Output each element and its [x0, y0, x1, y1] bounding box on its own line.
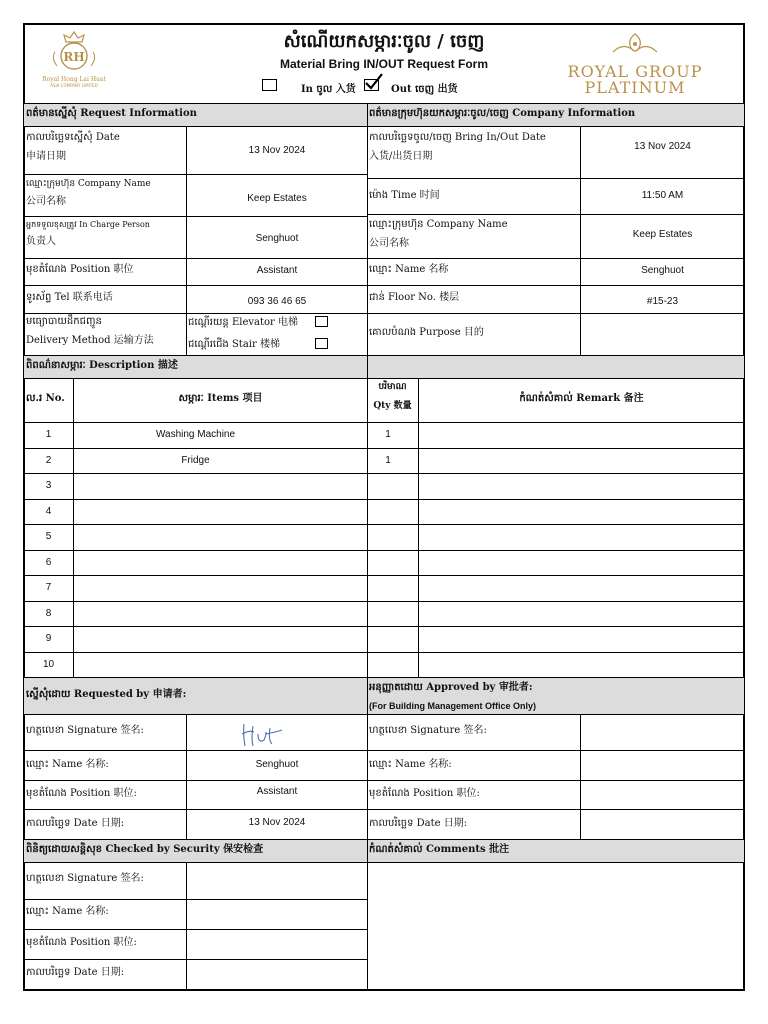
incharge-label-line1: អ្នកទទួលខុសត្រូវ In Charge Person [26, 220, 150, 229]
approved-position-label: មុខតំណែង Position 职位: [369, 788, 480, 799]
requested-position-value[interactable]: Assistant [256, 786, 298, 797]
requested-name-value[interactable]: Senghuot [255, 759, 299, 770]
row-number: 1 [45, 429, 52, 440]
row-number: 7 [45, 582, 52, 593]
elevator-checkbox[interactable] [315, 316, 328, 327]
row-number: 2 [45, 455, 52, 466]
comments-heading: កំណត់សំគាល់ Comments 批注 [369, 844, 510, 855]
floor-value[interactable]: #15-23 [646, 296, 679, 307]
col-qty-header-line2: Qty 数量 [373, 401, 412, 412]
row-number: 3 [45, 480, 52, 491]
col-items-header: សម្ភារៈ Items 项目 [178, 393, 263, 404]
logo-right-line2: PLATINUM [584, 78, 686, 97]
delivery-method-label [26, 316, 184, 347]
row-number: 6 [45, 557, 52, 568]
approved-name-label: ឈ្មោះ Name 名称: [369, 759, 452, 770]
security-heading: ពិនិត្យដោយសន្តិសុខ Checked by Security 保安检查 [26, 844, 264, 855]
incharge-label-line2: 负责人 [26, 236, 56, 247]
col-qty-header-line1: បរិមាណ [378, 382, 407, 392]
in-option-label: In ចូល 入货 [301, 84, 356, 95]
row-item[interactable]: Fridge [181, 455, 210, 466]
approved-heading [369, 682, 536, 712]
approved-signature-label: ហត្ថលេខា Signature 签名: [369, 725, 487, 736]
row-number: 5 [45, 531, 52, 542]
request-position-value[interactable]: Assistant [256, 265, 298, 276]
row-number: 9 [45, 633, 52, 644]
request-date-label [26, 132, 184, 163]
bring-date-value[interactable]: 13 Nov 2024 [634, 141, 691, 152]
col-remark-header: កំណត់សំគាល់ Remark 备注 [519, 393, 644, 404]
delivery-label-line1: មធ្យោបាយដឹកជញ្ជូន [26, 316, 102, 327]
description-heading: ពិពណ៌នាសម្ភារៈ Description 描述 [26, 360, 178, 371]
request-info-heading: ពត៌មានស្នើសុំ Request Information [26, 108, 197, 119]
requested-name-label: ឈ្មោះ Name 名称: [26, 759, 109, 770]
logo-left-subtext: ASIA COMPANY LIMITED [50, 83, 98, 88]
security-date-label: កាលបរិច្ឆេទ Date 日期: [26, 967, 125, 978]
incharge-label [26, 220, 184, 249]
row-number: 8 [45, 608, 52, 619]
svg-text:RH: RH [63, 50, 85, 64]
security-position-label: មុខតំណែង Position 职位: [26, 937, 137, 948]
requested-date-label: កាលបរិច្ឆេទ Date 日期: [26, 818, 125, 829]
request-date-label-line1: កាលបរិច្ឆេទស្នើសុំ Date [26, 132, 120, 143]
logo-right-line1: ROYAL GROUP [567, 62, 703, 81]
col-no-header: ល.រ No. [26, 393, 65, 404]
bring-date-label [369, 132, 579, 163]
requested-signature-label: ហត្ថលេខា Signature 签名: [26, 725, 144, 736]
security-name-label: ឈ្មោះ Name 名称: [26, 906, 109, 917]
request-position-label: មុខតំណែង Position 职位 [26, 264, 134, 275]
handwritten-signature-icon [236, 718, 296, 750]
requested-date-value[interactable]: 13 Nov 2024 [248, 817, 306, 828]
requested-position-label: មុខតំណែង Position 职位: [26, 788, 137, 799]
name-value[interactable]: Senghuot [641, 265, 684, 276]
row-qty[interactable]: 1 [385, 455, 391, 466]
approved-heading-line1: អនុញ្ញាតដោយ Approved by 审批者: [369, 682, 533, 693]
tel-value[interactable]: 093 36 46 65 [247, 296, 307, 307]
bring-date-label-line2: 入货/出货日期 [369, 150, 433, 162]
request-date-label-line2: 申请日期 [26, 150, 66, 162]
bring-date-label-line1: កាលបរិច្ឆេទចូល/ចេញ Bring In/Out Date [369, 132, 546, 143]
request-company-label-line2: 公司名称 [26, 196, 66, 208]
col-qty-header [367, 382, 418, 413]
floor-label: ជាន់ Floor No. 楼层 [369, 292, 460, 303]
tel-label: ទូរស័ព្ទ Tel 联系电话 [26, 292, 113, 303]
row-number: 4 [45, 506, 52, 517]
row-item[interactable]: Washing Machine [155, 429, 236, 440]
security-signature-label: ហត្ថលេខា Signature 签名: [26, 873, 144, 884]
company-name-value[interactable]: Keep Estates [632, 229, 693, 240]
approved-date-label: កាលបរិច្ឆេទ Date 日期: [369, 818, 468, 829]
stair-checkbox[interactable] [315, 338, 328, 349]
stair-option-label: ជណ្តើរជើង Stair 楼梯 [188, 339, 280, 350]
company-name-label-line1: ឈ្មោះក្រុមហ៊ុន Company Name [369, 219, 508, 230]
requested-signature[interactable] [236, 718, 296, 750]
comments-area[interactable] [368, 863, 744, 989]
time-value[interactable]: 11:50 AM [641, 190, 684, 201]
out-option-label: Out ចេញ 出货 [391, 84, 458, 95]
time-label: ម៉ោង Time 时间 [369, 190, 440, 201]
logo-left-text: Royal Hong Lai Huat [42, 76, 106, 83]
approved-heading-line2: (For Building Management Office Only) [369, 700, 537, 711]
elevator-option-label: ជណ្តើរយន្ត Elevator 电梯 [188, 317, 298, 328]
purpose-label: គោលបំណង Purpose 目的 [369, 327, 484, 338]
form-title-khmer: សំណើយកសម្ភារៈចូល / ចេញ [283, 31, 485, 52]
row-number: 10 [42, 659, 55, 670]
request-company-label [26, 179, 184, 209]
company-name-label-line2: 公司名称 [369, 237, 409, 249]
incharge-value[interactable]: Senghuot [255, 233, 299, 244]
requested-heading: ស្នើសុំដោយ Requested by 申请者: [26, 689, 187, 700]
name-label: ឈ្មោះ Name 名称 [369, 264, 449, 275]
request-company-value[interactable]: Keep Estates [247, 193, 307, 204]
request-date-value[interactable]: 13 Nov 2024 [248, 145, 306, 156]
company-name-label [369, 219, 579, 250]
company-info-heading: ពត៌មានក្រុមហ៊ុនយកសម្ភារៈចូល/ចេញ Company Information [369, 108, 636, 119]
form-title-english: Material Bring IN/OUT Request Form [279, 57, 489, 71]
row-qty[interactable]: 1 [385, 429, 391, 440]
request-company-label-line1: ឈ្មោះក្រុមហ៊ុន Company Name [26, 179, 151, 189]
delivery-label-line2: Delivery Method 运输方法 [26, 334, 154, 346]
